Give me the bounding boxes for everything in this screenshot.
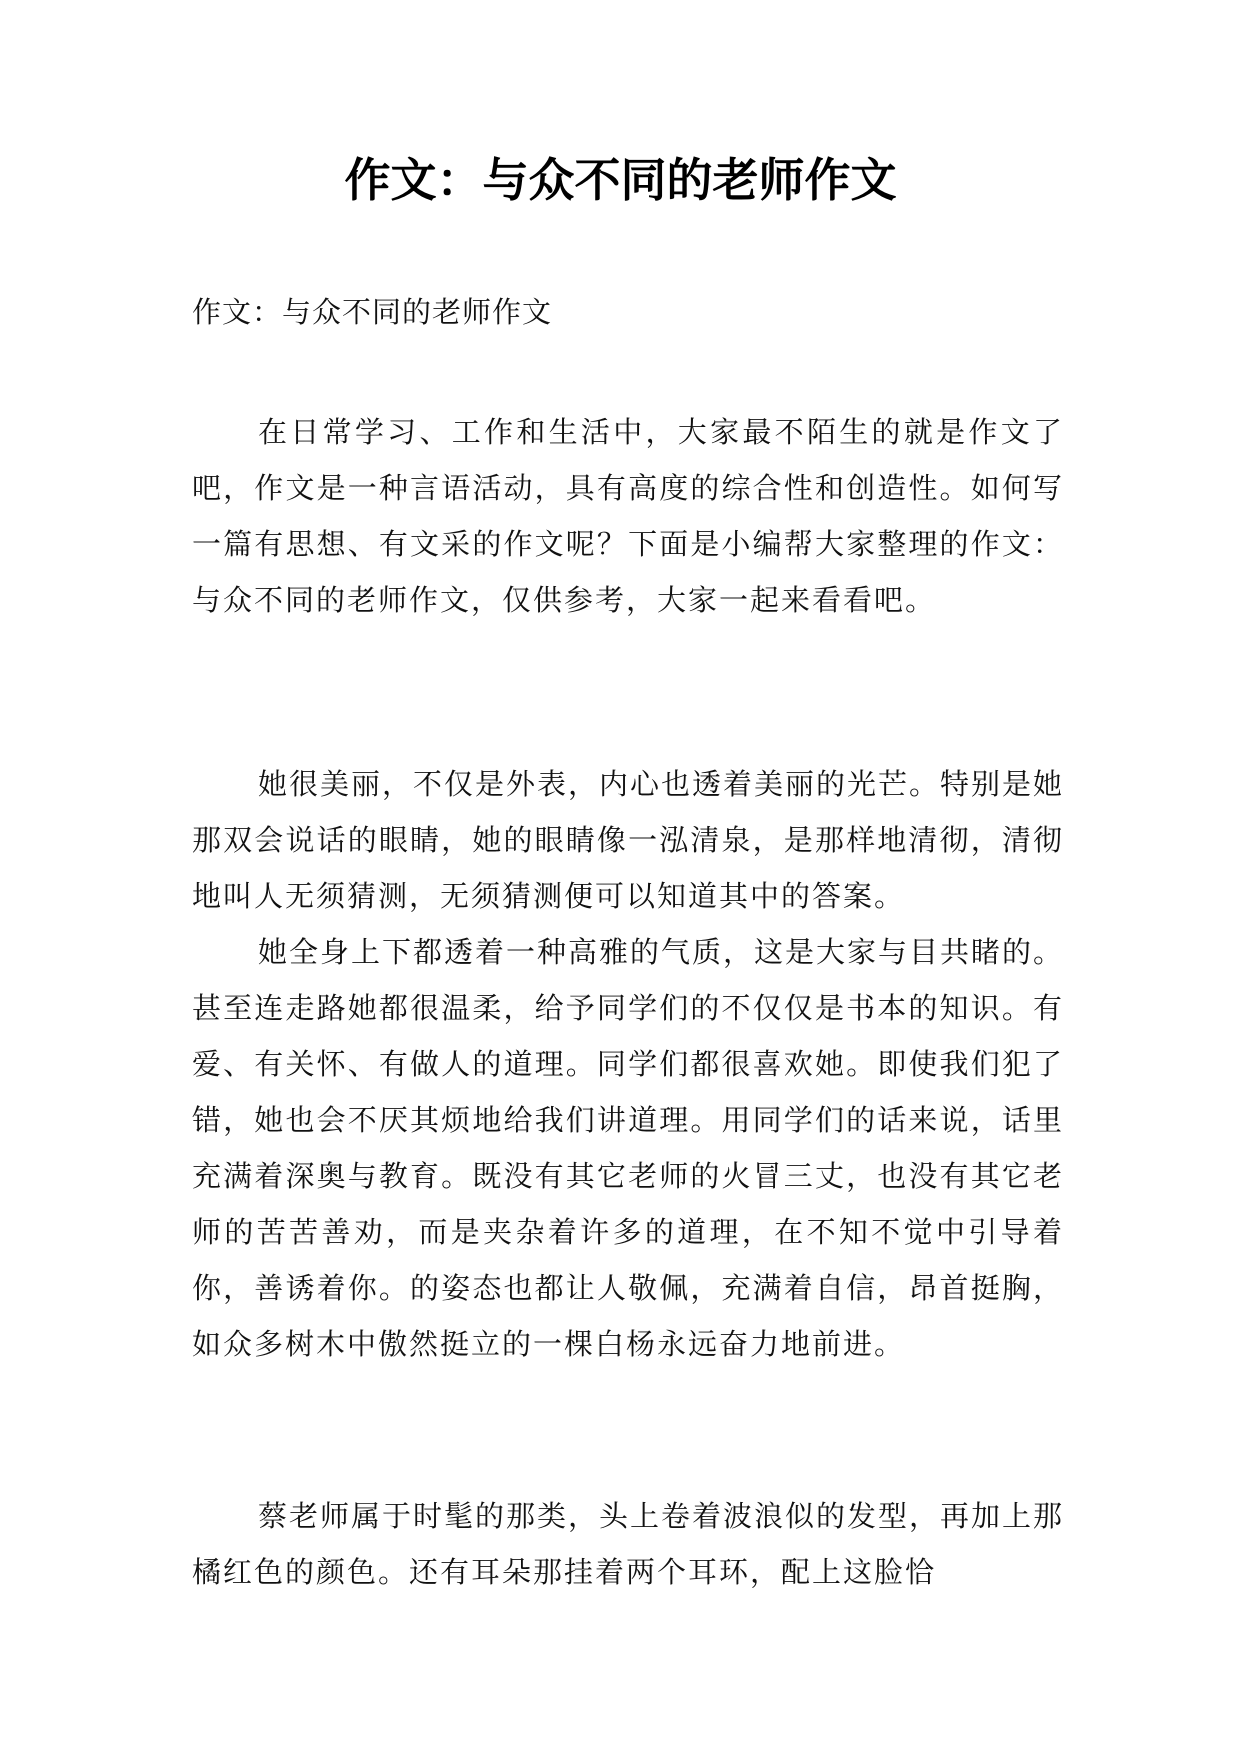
paragraph-intro: 在日常学习、工作和生活中，大家最不陌生的就是作文了吧，作文是一种言语活动，具有高度的综合性和创造性。如何写一篇有思想、有文采的作文呢？下面是小编帮大家整理的作文：与众不同的老师作文，仅供参考，大家一起来看看吧。 [192,415,1064,617]
paragraph-temperament: 她全身上下都透着一种高雅的气质，这是大家与目共睹的。甚至连走路她都很温柔，给予同学们的不仅仅是书本的知识。有爱、有关怀、有做人的道理。同学们都很喜欢她。即使我们犯了错，她也会不厌其烦地给我们讲道理。用同学们的话来说，话里充满着深奥与教育。既没有其它老师的火冒三丈，也没有其它老师的苦苦善劝，而是夹杂着许多的道理，在不知不觉中引导着你，善诱着你。的姿态也都让人敬佩，充满着自信，昂首挺胸，如众多树木中傲然挺立的一棵白杨永远奋力地前进。 [192,935,1065,1361]
paragraph-eyes: 她很美丽，不仅是外表，内心也透着美丽的光芒。特别是她那双会说话的眼睛，她的眼睛像一泓清泉，是那样地清彻，清彻地叫人无须猜测，无须猜测便可以知道其中的答案。 [192,767,1065,913]
page-title: 作文：与众不同的老师作文 [344,153,897,207]
paragraph-appearance: 蔡老师属于时髦的那类，头上卷着波浪似的发型，再加上那橘红色的颜色。还有耳朵那挂着两个耳环，配上这脸恰 [192,1499,1065,1589]
document-subtitle: 作文：与众不同的老师作文 [192,295,553,329]
